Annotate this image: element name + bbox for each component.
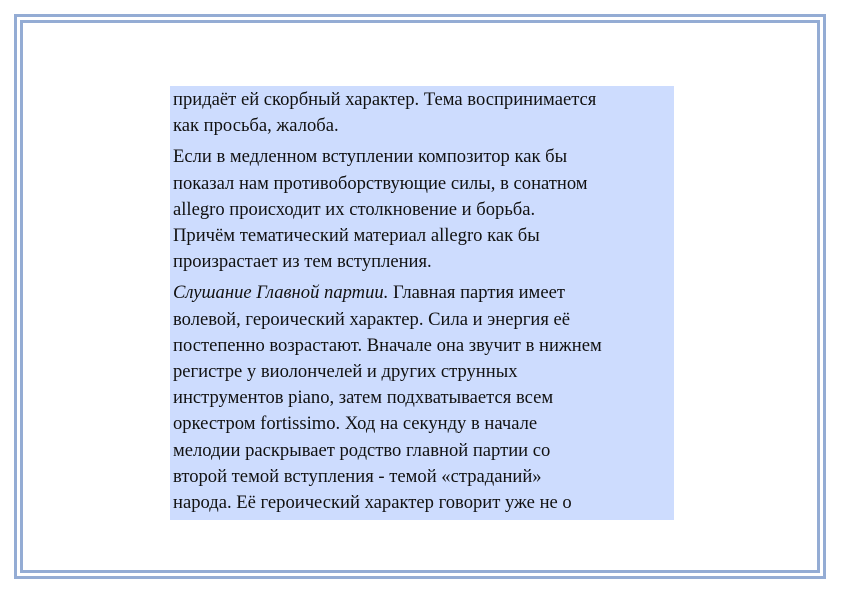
paragraph-2: [173, 144, 671, 275]
text-line: произрастает из тем вступления.: [173, 251, 432, 273]
text-line: инструментов piano, затем подхватывается всем: [173, 387, 554, 409]
text-line: allegro происходит их столкновение и борьба.: [173, 198, 536, 220]
text-line: показал нам противоборствующие силы, в сонатном: [173, 172, 588, 194]
paragraph-1: [173, 87, 671, 139]
text-line: как просьба, жалоба.: [173, 115, 339, 137]
text-line: оркестром fortissimo. Ход на секунду в начале: [173, 413, 538, 435]
text-line: регистре у виолончелей и других струнных: [173, 361, 518, 383]
paragraph-3: [173, 280, 671, 516]
text-line: Если в медленном вступлении композитор как бы: [173, 146, 568, 168]
text-line: мелодии раскрывает родство главной партии со: [173, 439, 551, 461]
text-line: второй темой вступления - темой «страданий»: [173, 465, 542, 487]
text-line: народа. Её героический характер говорит уже не о: [173, 492, 572, 514]
text-line: постепенно возрастают. Вначале она звучит в нижнем: [173, 334, 602, 356]
text-line: Причём тематический материал allegro как бы: [173, 225, 540, 247]
text-line: придаёт ей скорбный характер. Тема воспринимается: [173, 89, 597, 110]
italic-heading: Слушание Главной партии.: [173, 282, 389, 304]
text-box: [170, 86, 674, 520]
lead-text: Главная партия имеет: [388, 282, 565, 304]
text-line-lead: [173, 280, 671, 306]
text-line: волевой, героический характер. Сила и энергия её: [173, 308, 571, 330]
